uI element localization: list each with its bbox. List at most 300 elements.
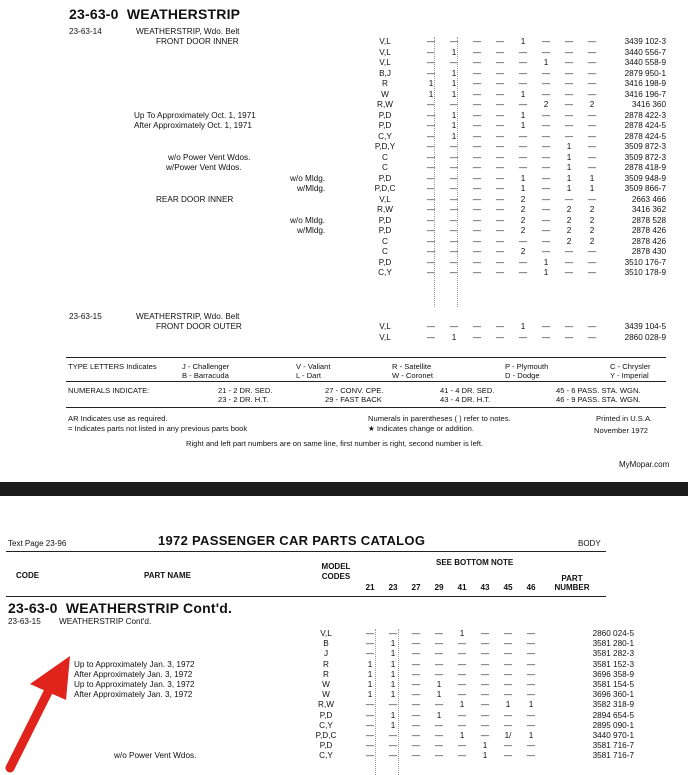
model-code: P,D: [378, 173, 392, 183]
group-code: 23-63-15: [8, 617, 41, 626]
body-style-cell: —: [495, 79, 505, 88]
body-style-cell: —: [449, 58, 459, 67]
part-number: 3581 716-7: [592, 751, 634, 761]
group-name: WEATHERSTRIP, Wdo. Belt: [136, 27, 240, 36]
body-style-cell: —: [472, 121, 482, 130]
body-style-cell: —: [365, 639, 375, 649]
body-style-cell: —: [526, 669, 536, 679]
part-number: 2878 528: [631, 215, 666, 225]
body-style-cell: —: [457, 720, 467, 730]
body-style-cell: 1/: [504, 731, 512, 740]
part-number: 2894 654-5: [592, 710, 634, 720]
body-style-cell: —: [411, 720, 421, 730]
body-style-cell: —: [388, 629, 398, 638]
body-style-cell: —: [564, 257, 574, 267]
model-code: V,L: [379, 58, 391, 67]
model-code: C: [382, 163, 388, 172]
body-style-cell: —: [457, 649, 467, 659]
part-description: w/Mldg.: [297, 184, 326, 193]
body-style-cell: 2: [566, 205, 572, 214]
body-style-cell: —: [541, 37, 551, 46]
body-style-cell: —: [426, 68, 436, 78]
numeral-entry: 27 - CONV. CPE.: [325, 386, 384, 395]
body-style-cell: —: [526, 751, 536, 761]
body-style-cell: —: [411, 700, 421, 710]
text-page-label: Text Page 23-96: [8, 539, 67, 548]
part-number-header: PART NUMBER: [554, 574, 590, 592]
body-style-cell: —: [564, 100, 574, 109]
part-number: 3439 104-5: [624, 322, 666, 331]
body-style-cell: 1: [390, 720, 396, 730]
part-number: 3509 948-9: [624, 173, 666, 183]
body-style-cell: 1: [451, 332, 457, 342]
part-number: 3582 318-9: [592, 700, 634, 710]
body-style-cell: —: [365, 700, 375, 710]
body-style-cell: —: [495, 142, 505, 151]
body-style-cell: —: [472, 268, 482, 277]
column-rule: [398, 629, 399, 775]
type-letter-entry: D - Dodge: [505, 371, 540, 380]
part-number: 3509 866-7: [624, 184, 666, 193]
part-number: 3581 716-7: [592, 741, 634, 751]
body-style-cell: —: [411, 731, 421, 740]
type-letter-entry: L - Dart: [296, 371, 322, 380]
numeral-entry: 29 - FAST BACK: [325, 395, 382, 404]
body-style-cell: —: [426, 100, 436, 109]
body-style-cell: —: [564, 322, 574, 331]
body-style-cell: —: [472, 226, 482, 235]
body-style-cell: 1: [528, 700, 534, 710]
part-number: 3416 362: [631, 205, 666, 214]
body-style-cell: —: [587, 89, 597, 99]
numerals-label: NUMERALS INDICATE:: [68, 386, 150, 395]
body-style-cell: —: [564, 131, 574, 141]
body-style-cell: —: [587, 47, 597, 57]
body-style-cell: —: [541, 131, 551, 141]
body-label: BODY: [578, 539, 601, 548]
model-code: P,D: [378, 257, 392, 267]
body-style-cell: 1: [566, 184, 572, 193]
body-style-cell: —: [472, 322, 482, 331]
column-rule: [434, 37, 435, 307]
body-style-cell: —: [518, 131, 528, 141]
part-number: 3581 282-3: [592, 649, 634, 659]
part-description: w/o Power Vent Wdos.: [114, 751, 197, 761]
body-style-cell: —: [526, 639, 536, 649]
body-style-cell: —: [503, 741, 513, 751]
body-style-cell: 2: [589, 226, 595, 235]
body-style-cell: —: [587, 268, 597, 277]
see-note-header: SEE BOTTOM NOTE: [436, 558, 514, 567]
body-style-cell: —: [449, 257, 459, 267]
body-style-cell: —: [541, 322, 551, 331]
body-style-cell: —: [365, 720, 375, 730]
body-style-cell: —: [541, 163, 551, 172]
body-style-cell: 1: [390, 680, 396, 689]
body-style-cell: —: [541, 152, 551, 162]
body-style-cell: 1: [451, 131, 457, 141]
body-style-cell: —: [495, 47, 505, 57]
body-style-cell: —: [587, 163, 597, 172]
body-style-cell: —: [434, 741, 444, 751]
section-title: WEATHERSTRIP: [126, 6, 241, 22]
body-style-cell: —: [526, 690, 536, 700]
model-code: B,J: [379, 68, 391, 78]
type-letters-label: TYPE LETTERS Indicates: [68, 362, 157, 371]
body-style-cell: —: [434, 669, 444, 679]
body-style-cell: —: [365, 649, 375, 659]
part-number: 3439 102-3: [624, 37, 666, 46]
part-number: 3440 970-1: [592, 731, 634, 740]
body-style-cell: —: [365, 710, 375, 720]
body-style-cell: —: [495, 194, 505, 204]
body-style-cell: —: [480, 710, 490, 720]
body-style-cell: —: [503, 680, 513, 689]
body-style-cell: —: [426, 37, 436, 46]
body-style-cell: —: [426, 173, 436, 183]
body-style-cell: 1: [428, 89, 434, 99]
type-letter-entry: W - Coronet: [392, 371, 433, 380]
part-description: REAR DOOR INNER: [156, 194, 234, 204]
part-number: 2878 426: [631, 226, 666, 235]
part-description: After Approximately Jan. 3, 1972: [74, 690, 193, 700]
body-style-cell: —: [472, 110, 482, 120]
body-style-cell: —: [495, 332, 505, 342]
body-style-cell: 1: [451, 68, 457, 78]
body-style-cell: —: [526, 649, 536, 659]
part-description: Up to Approximately Jan. 3, 1972: [74, 659, 195, 669]
body-style-cell: 2: [589, 205, 595, 214]
body-style-cell: 2: [589, 215, 595, 225]
type-letter-entry: J - Challenger: [182, 362, 230, 371]
model-code: P,D: [319, 710, 333, 720]
body-style-cell: —: [587, 58, 597, 67]
body-style-header: 41: [457, 583, 467, 592]
body-style-cell: —: [472, 58, 482, 67]
body-style-cell: —: [411, 629, 421, 638]
part-number: 2878 422-3: [624, 110, 666, 120]
body-style-cell: —: [426, 205, 436, 214]
body-style-cell: —: [541, 194, 551, 204]
model-code: W: [381, 89, 389, 99]
body-style-cell: 1: [436, 710, 442, 720]
body-style-cell: —: [480, 629, 490, 638]
body-style-cell: 1: [482, 751, 488, 761]
body-style-cell: —: [472, 205, 482, 214]
body-style-cell: —: [480, 700, 490, 710]
body-style-cell: —: [518, 152, 528, 162]
body-style-cell: —: [365, 751, 375, 761]
body-style-cell: —: [449, 268, 459, 277]
part-number: 3696 360-1: [592, 690, 634, 700]
model-code: V,L: [379, 322, 391, 331]
body-style-cell: —: [449, 173, 459, 183]
header-rule: [6, 596, 606, 597]
body-style-cell: 1: [520, 121, 526, 130]
part-description: w/Power Vent Wdos.: [166, 163, 242, 172]
section-heading: [8, 600, 232, 616]
model-code: V,L: [379, 37, 391, 46]
body-style-cell: —: [541, 110, 551, 120]
model-code: C,Y: [319, 751, 333, 761]
model-codes-header: MODEL CODES: [321, 562, 351, 581]
body-style-cell: 2: [566, 215, 572, 225]
body-style-cell: —: [472, 142, 482, 151]
body-style-cell: —: [495, 205, 505, 214]
numeral-entry: 21 - 2 DR. SED.: [218, 386, 273, 395]
body-style-cell: 1: [367, 690, 373, 700]
model-code: V,L: [379, 332, 391, 342]
page-separator: [0, 482, 688, 496]
column-rule: [375, 629, 376, 775]
body-style-cell: —: [587, 322, 597, 331]
numeral-entry: 46 - 9 PASS. STA. WGN.: [556, 395, 641, 404]
part-number: 2895 090-1: [592, 720, 634, 730]
body-style-cell: —: [411, 669, 421, 679]
body-style-cell: —: [411, 751, 421, 761]
body-style-cell: 1: [528, 731, 534, 740]
part-number: 3581 154-5: [592, 680, 634, 689]
body-style-header: 23: [388, 583, 398, 592]
body-style-cell: —: [564, 121, 574, 130]
body-style-cell: —: [564, 268, 574, 277]
body-style-cell: —: [541, 215, 551, 225]
model-code: C,Y: [319, 720, 333, 730]
body-style-cell: 2: [566, 226, 572, 235]
model-code: C: [382, 152, 388, 162]
part-number: 3440 558-9: [624, 58, 666, 67]
model-code: P,D,C: [374, 184, 396, 193]
body-style-cell: —: [434, 731, 444, 740]
body-style-cell: —: [449, 247, 459, 256]
part-number: 2879 950-1: [624, 68, 666, 78]
model-code: P,D: [378, 215, 392, 225]
note-paren: Numerals in parentheses ( ) refer to notes.: [368, 414, 511, 423]
part-number: 2860 024-5: [592, 629, 634, 638]
body-style-cell: —: [518, 268, 528, 277]
body-style-cell: 1: [390, 659, 396, 669]
model-code: R,W: [377, 100, 393, 109]
body-style-cell: —: [434, 700, 444, 710]
body-style-cell: —: [426, 184, 436, 193]
body-style-cell: —: [587, 131, 597, 141]
body-style-cell: —: [457, 659, 467, 669]
body-style-header: 45: [503, 583, 513, 592]
body-style-cell: —: [472, 89, 482, 99]
body-style-cell: 2: [520, 194, 526, 204]
body-style-cell: —: [564, 247, 574, 256]
part-description: w/o Power Vent Wdos.: [168, 152, 251, 162]
catalog-title: 1972 PASSENGER CAR PARTS CATALOG: [158, 533, 426, 548]
body-style-cell: —: [472, 215, 482, 225]
body-style-cell: —: [526, 741, 536, 751]
body-style-cell: —: [541, 332, 551, 342]
body-style-cell: 1: [390, 669, 396, 679]
body-style-cell: 1: [520, 184, 526, 193]
red-arrow-icon: [0, 656, 90, 775]
part-number: 3416 360: [631, 100, 666, 109]
type-letter-entry: V - Valiant: [296, 362, 331, 371]
model-code: P,D: [378, 110, 392, 120]
body-style-cell: 1: [459, 700, 465, 710]
watermark: MyMopar.com: [619, 460, 670, 469]
section-code: 23-63-0: [8, 600, 58, 616]
body-style-cell: —: [457, 669, 467, 679]
body-style-cell: —: [503, 669, 513, 679]
body-style-cell: —: [495, 215, 505, 225]
body-style-cell: —: [587, 152, 597, 162]
body-style-cell: 1: [451, 47, 457, 57]
body-style-cell: —: [541, 236, 551, 246]
body-style-cell: —: [518, 68, 528, 78]
body-style-cell: —: [503, 751, 513, 761]
body-style-cell: —: [426, 247, 436, 256]
body-style-cell: —: [526, 680, 536, 689]
model-code: V,L: [320, 629, 332, 638]
body-style-cell: —: [434, 751, 444, 761]
body-style-cell: 2: [589, 236, 595, 246]
body-style-cell: 1: [589, 184, 595, 193]
body-style-cell: —: [472, 184, 482, 193]
body-style-cell: —: [495, 121, 505, 130]
part-number: 3510 178-9: [624, 268, 666, 277]
body-style-cell: —: [480, 680, 490, 689]
body-style-cell: —: [365, 629, 375, 638]
body-style-cell: —: [541, 121, 551, 130]
part-number: 3581 280-1: [592, 639, 634, 649]
body-style-cell: —: [564, 332, 574, 342]
body-style-cell: —: [434, 629, 444, 638]
body-style-cell: —: [587, 68, 597, 78]
body-style-cell: —: [426, 322, 436, 331]
body-style-cell: —: [426, 226, 436, 235]
body-style-cell: —: [541, 47, 551, 57]
body-style-cell: —: [426, 142, 436, 151]
body-style-cell: —: [518, 257, 528, 267]
body-style-cell: —: [472, 194, 482, 204]
body-style-cell: —: [503, 720, 513, 730]
model-code: W: [322, 680, 330, 689]
body-style-cell: —: [526, 629, 536, 638]
body-style-cell: —: [587, 332, 597, 342]
body-style-cell: —: [472, 79, 482, 88]
body-style-cell: —: [457, 751, 467, 761]
body-style-cell: —: [426, 257, 436, 267]
body-style-cell: 1: [367, 659, 373, 669]
body-style-cell: —: [503, 659, 513, 669]
numeral-entry: 45 - 6 PASS. STA. WGN.: [556, 386, 641, 395]
code-header: CODE: [16, 571, 40, 580]
body-style-cell: 2: [520, 205, 526, 214]
model-code: C,Y: [378, 268, 392, 277]
body-style-cell: —: [449, 100, 459, 109]
part-number: 2878 424-5: [624, 121, 666, 130]
body-style-cell: —: [541, 184, 551, 193]
body-style-cell: —: [495, 110, 505, 120]
type-letter-entry: R - Satellite: [392, 362, 432, 371]
body-style-cell: —: [526, 720, 536, 730]
model-code: R,W: [318, 700, 334, 710]
body-style-cell: —: [587, 257, 597, 267]
body-style-cell: —: [426, 332, 436, 342]
body-style-cell: 1: [436, 680, 442, 689]
body-style-cell: —: [503, 629, 513, 638]
body-style-cell: —: [472, 131, 482, 141]
body-style-cell: —: [495, 89, 505, 99]
body-style-cell: —: [472, 163, 482, 172]
numeral-entry: 43 - 4 DR. H.T.: [440, 395, 491, 404]
part-number: 2878 430: [631, 247, 666, 256]
body-style-cell: 1: [520, 37, 526, 46]
body-style-cell: —: [587, 79, 597, 88]
note-ar: AR Indicates use as required.: [68, 414, 168, 423]
body-style-cell: 1: [589, 173, 595, 183]
body-style-cell: —: [541, 142, 551, 151]
body-style-cell: —: [541, 247, 551, 256]
body-style-cell: —: [564, 110, 574, 120]
body-style-cell: —: [472, 236, 482, 246]
body-style-cell: —: [541, 68, 551, 78]
body-style-cell: —: [495, 184, 505, 193]
body-style-cell: 1: [436, 690, 442, 700]
body-style-cell: —: [480, 639, 490, 649]
body-style-header: 46: [526, 583, 536, 592]
part-number: 2878 424-5: [624, 131, 666, 141]
body-style-cell: 1: [543, 58, 549, 67]
body-style-cell: —: [426, 58, 436, 67]
body-style-cell: —: [495, 68, 505, 78]
body-style-cell: 2: [543, 100, 549, 109]
body-style-cell: —: [388, 741, 398, 751]
body-style-header: 27: [411, 583, 421, 592]
divider: [66, 381, 666, 382]
body-style-cell: 1: [520, 173, 526, 183]
body-style-cell: —: [480, 731, 490, 740]
divider: [66, 357, 666, 358]
body-style-cell: 1: [520, 110, 526, 120]
body-style-cell: —: [457, 639, 467, 649]
body-style-cell: —: [426, 121, 436, 130]
model-code: V,L: [379, 47, 391, 57]
model-code: R: [323, 659, 329, 669]
model-code: R: [382, 79, 388, 88]
body-style-cell: —: [472, 332, 482, 342]
body-style-cell: —: [518, 79, 528, 88]
model-code: V,L: [379, 194, 391, 204]
body-style-cell: —: [434, 639, 444, 649]
body-style-cell: —: [426, 47, 436, 57]
body-style-cell: —: [503, 639, 513, 649]
note-right-left: Right and left part numbers are on same line, first number is right, second number is left.: [186, 439, 484, 448]
body-style-cell: —: [518, 47, 528, 57]
body-style-cell: —: [518, 142, 528, 151]
body-style-cell: 2: [566, 236, 572, 246]
body-style-cell: —: [495, 173, 505, 183]
part-name-header: PART NAME: [144, 571, 191, 580]
body-style-cell: —: [434, 659, 444, 669]
group-code: 23-63-15: [69, 312, 102, 321]
body-style-cell: —: [388, 751, 398, 761]
note-date: November 1972: [594, 426, 649, 435]
body-style-cell: —: [449, 194, 459, 204]
type-letter-entry: P - Plymouth: [505, 362, 549, 371]
catalog-page-bottom: [0, 496, 688, 775]
body-style-cell: 1: [390, 710, 396, 720]
divider: [66, 407, 666, 408]
body-style-cell: 2: [520, 226, 526, 235]
body-style-cell: 1: [566, 173, 572, 183]
part-number: 2663 466: [631, 194, 666, 204]
